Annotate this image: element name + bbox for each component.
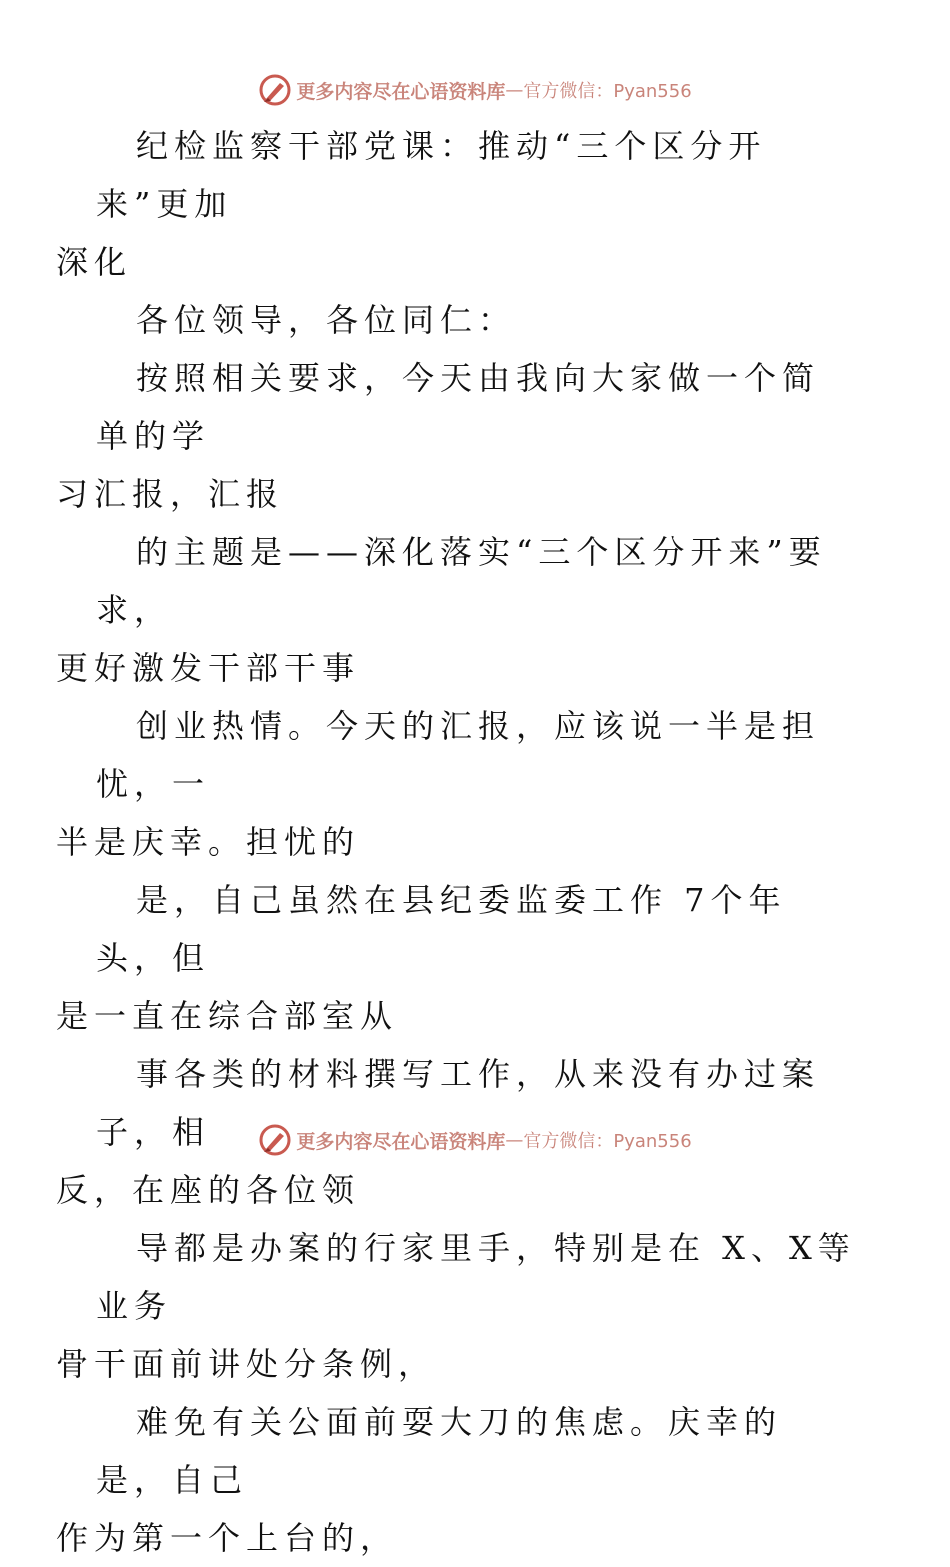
banner-main-text: 更多内容尽在心语资料库 bbox=[296, 1130, 506, 1153]
banner-wechat-text: 官方微信：Pyan556 bbox=[523, 81, 692, 102]
footer-watermark-banner bbox=[0, 1120, 950, 1160]
banner-main-text: 更多内容尽在心语资料库 bbox=[296, 80, 506, 103]
paragraph-greeting: 各位领导，各位同仁： bbox=[136, 301, 517, 339]
paragraph: 的主题是——深化落实“三个区分开来”要求， 更好激发干部干事 bbox=[56, 533, 827, 687]
paragraph: 创业热情。今天的汇报，应该说一半是担忧，一 半是庆幸。担忧的 bbox=[56, 707, 821, 861]
banner-separator: — bbox=[505, 79, 524, 101]
paragraph: 是，自己虽然在县纪委监委工作 7个年头，但 是一直在综合部室从 bbox=[56, 881, 787, 1035]
document-body bbox=[56, 117, 856, 1567]
header-watermark-banner bbox=[0, 70, 950, 110]
document-title: 纪检监察干部党课：推动“三个区分开来”更加 深化 bbox=[56, 127, 767, 281]
banner-wechat-text: 官方微信：Pyan556 bbox=[523, 1131, 692, 1152]
pen-logo-icon bbox=[258, 73, 292, 107]
paragraph: 按照相关要求，今天由我向大家做一个简单的学 习汇报，汇报 bbox=[56, 359, 821, 513]
paragraph: 事各类的材料撰写工作，从来没有办过案子，相 反，在座的各位领 bbox=[56, 1055, 821, 1209]
pen-logo-icon bbox=[258, 1123, 292, 1157]
paragraph: 难免有关公面前耍大刀的焦虑。庆幸的是，自己 作为第一个上台的， bbox=[56, 1403, 783, 1557]
paragraph: 导都是办案的行家里手，特别是在 X、X等业务 骨干面前讲处分条例， bbox=[56, 1229, 856, 1383]
banner-separator: — bbox=[505, 1129, 524, 1151]
